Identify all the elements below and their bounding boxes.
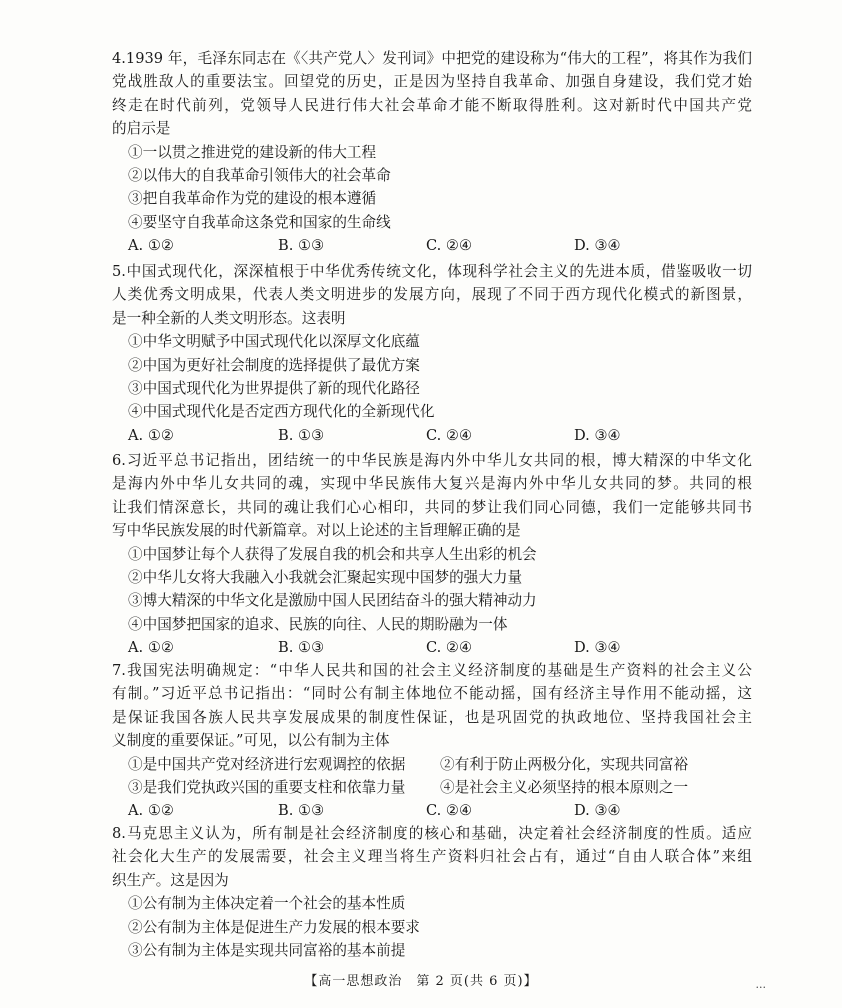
option: ②公有制为主体是促进生产力发展的根本要求 bbox=[128, 918, 420, 936]
choice-a: A. ①② bbox=[128, 426, 174, 444]
choice-c: C. ②④ bbox=[426, 426, 473, 444]
choice-c: C. ②④ bbox=[426, 639, 473, 657]
question-7 bbox=[112, 659, 752, 823]
choice-a: A. ①② bbox=[128, 802, 174, 820]
stem-line: 7.我国宪法明确规定：“中华人民共和国的社会主义经济制度的基础是生产资料的社会主义公 bbox=[112, 662, 752, 679]
stem-line: 的启示是 bbox=[112, 120, 171, 138]
option: ③中国式现代化为世界提供了新的现代化路径 bbox=[128, 379, 420, 397]
stem-line: 6.习近平总书记指出，团结统一的中华民族是海内外中华儿女共同的根，博大精深的中华文化 bbox=[112, 452, 752, 469]
footer-mark: ... bbox=[755, 978, 766, 991]
choice-d: D. ③④ bbox=[574, 639, 621, 657]
stem-line: 织生产。这是因为 bbox=[112, 871, 229, 889]
stem-line: 是一种全新的人类文明形态。这表明 bbox=[112, 309, 346, 327]
option: ④中国梦把国家的追求、民族的向往、人民的期盼融为一体 bbox=[128, 615, 508, 633]
stem-line: 有制。”习近平总书记指出：“同时公有制主体地位不能动摇，国有经济主导作用不能动摇，这 bbox=[112, 685, 752, 703]
option: ③是我们党执政兴国的重要支柱和依靠力量 bbox=[128, 778, 406, 796]
question-5 bbox=[112, 260, 752, 447]
choice-b: B. ①③ bbox=[278, 237, 325, 255]
question-4 bbox=[112, 47, 752, 258]
choice-d: D. ③④ bbox=[574, 802, 621, 820]
choice-b: B. ①③ bbox=[278, 639, 325, 657]
page-footer: 【高一思想政治 第 2 页(共 6 页)】 bbox=[304, 974, 538, 989]
stem-line: 社会化大生产的发展需要，社会主义理当将生产资料归社会占有，通过“自由人联合体”来组 bbox=[112, 848, 752, 866]
choice-d: D. ③④ bbox=[574, 426, 621, 444]
stem-line: 是保证我国各族人民共享发展成果的制度性保证，也是巩固党的执政地位、坚持我国社会主 bbox=[112, 708, 752, 726]
option: ④要坚守自我革命这条党和国家的生命线 bbox=[128, 213, 391, 231]
stem-line: 党战胜敌人的重要法宝。回望党的历史，正是因为坚持自我革命、加强自身建设，我们党才始 bbox=[112, 73, 752, 91]
choice-d: D. ③④ bbox=[574, 237, 621, 255]
choice-a: A. ①② bbox=[128, 639, 174, 657]
question-8 bbox=[112, 822, 752, 962]
stem-line: 8.马克思主义认为，所有制是社会经济制度的核心和基础，决定着社会经济制度的性质。适应 bbox=[112, 825, 752, 842]
stem-line: 让我们情深意长，共同的魂让我们心心相印，共同的梦让我们同心同德，我们一定能够共同书 bbox=[112, 498, 752, 516]
stem-line: 写中华民族发展的时代新篇章。对以上论述的主旨理解正确的是 bbox=[112, 522, 521, 540]
stem-line: 义制度的重要保证。”可见，以公有制为主体 bbox=[112, 732, 390, 750]
choice-b: B. ①③ bbox=[278, 802, 325, 820]
option: ②中国为更好社会制度的选择提供了最优方案 bbox=[128, 356, 420, 374]
option: ①公有制为主体决定着一个社会的基本性质 bbox=[128, 895, 406, 913]
stem-line: 人类优秀文明成果，代表人类文明进步的发展方向，展现了不同于西方现代化模式的新图景， bbox=[112, 286, 752, 304]
choice-c: C. ②④ bbox=[426, 237, 473, 255]
choice-a: A. ①② bbox=[128, 237, 174, 255]
option: ③公有制为主体是实现共同富裕的基本前提 bbox=[128, 941, 406, 959]
answer-choices bbox=[112, 799, 752, 822]
stem-line: 终走在时代前列，党领导人民进行伟大社会革命才能不断取得胜利。这对新时代中国共产党 bbox=[112, 96, 752, 114]
option: ②中华儿女将大我融入小我就会汇聚起实现中国梦的强大力量 bbox=[128, 568, 523, 586]
answer-choices bbox=[112, 424, 752, 447]
answer-choices bbox=[112, 234, 752, 257]
option: ④中国式现代化是否定西方现代化的全新现代化 bbox=[128, 403, 435, 421]
stem-line: 5.中国式现代化，深深植根于中华优秀传统文化，体现科学社会主义的先进本质，借鉴吸收一切 bbox=[112, 263, 752, 280]
stem-line: 4.1939 年，毛泽东同志在《〈共产党人〉发刊词》中把党的建设称为“伟大的工程”，将其作为我们 bbox=[112, 50, 752, 67]
option: ③把自我革命作为党的建设的根本遵循 bbox=[128, 190, 377, 208]
question-6 bbox=[112, 449, 752, 660]
answer-choices bbox=[112, 636, 752, 659]
option: ②有利于防止两极分化，实现共同富裕 bbox=[440, 755, 689, 773]
option: ③博大精深的中华文化是激励中国人民团结奋斗的强大精神动力 bbox=[128, 592, 537, 610]
option: ①中国梦让每个人获得了发展自我的机会和共享人生出彩的机会 bbox=[128, 545, 537, 563]
choice-b: B. ①③ bbox=[278, 426, 325, 444]
option-row bbox=[112, 776, 752, 799]
option: ②以伟大的自我革命引领伟大的社会革命 bbox=[128, 166, 391, 184]
option: ④是社会主义必须坚持的根本原则之一 bbox=[440, 778, 689, 796]
option: ①一以贯之推进党的建设新的伟大工程 bbox=[128, 143, 377, 161]
option: ①中华文明赋予中国式现代化以深厚文化底蕴 bbox=[128, 333, 420, 351]
stem-line: 是海内外中华儿女共同的魂，实现中华民族伟大复兴是海内外中华儿女共同的梦。共同的根 bbox=[112, 475, 752, 493]
option-row bbox=[112, 753, 752, 776]
option: ①是中国共产党对经济进行宏观调控的依据 bbox=[128, 755, 406, 773]
choice-c: C. ②④ bbox=[426, 802, 473, 820]
